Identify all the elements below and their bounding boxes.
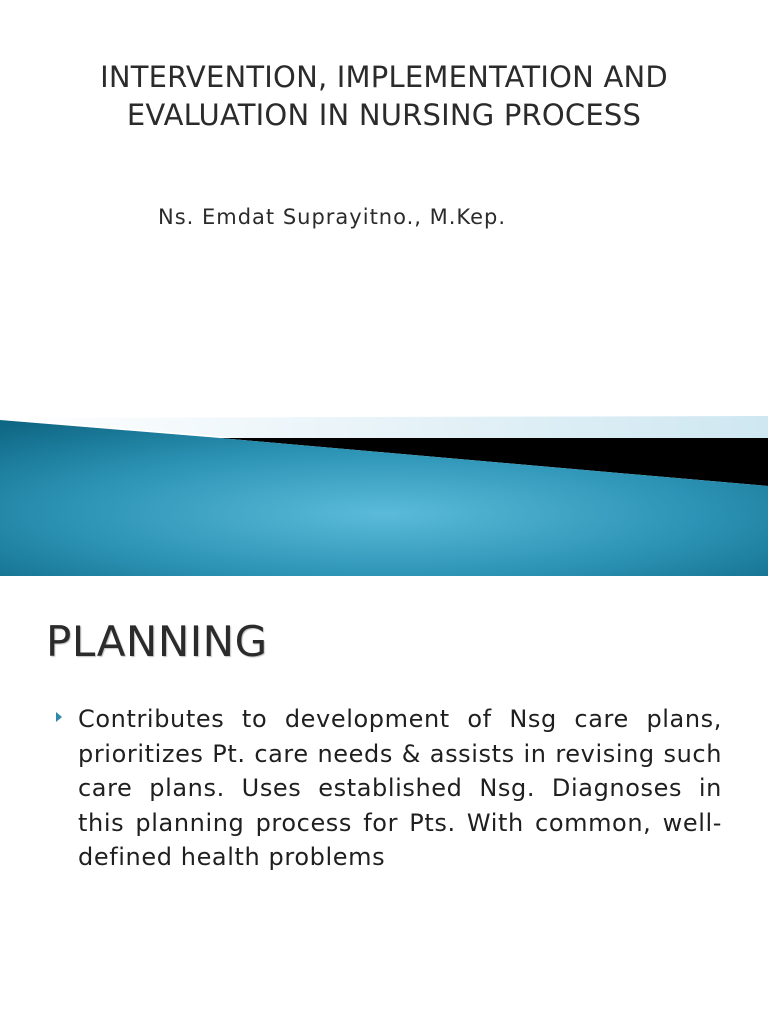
slide-heading: PLANNING bbox=[46, 617, 268, 666]
planning-slide bbox=[0, 576, 768, 1024]
slide-subtitle: Ns. Emdat Suprayitno., M.Kep. bbox=[158, 205, 507, 229]
decorative-band bbox=[0, 410, 768, 576]
bullet-text: Contributes to development of Nsg care plans, prioritizes Pt. care needs & assists in revising such care plans. Uses established Nsg. Diagnoses in this planning process for Pts. With common, well-defined health problems bbox=[78, 705, 722, 871]
triangle-right-icon bbox=[56, 712, 62, 722]
slide-title: INTERVENTION, IMPLEMENTATION AND EVALUATION IN NURSING PROCESS bbox=[100, 60, 668, 132]
bullet-item bbox=[56, 702, 722, 875]
